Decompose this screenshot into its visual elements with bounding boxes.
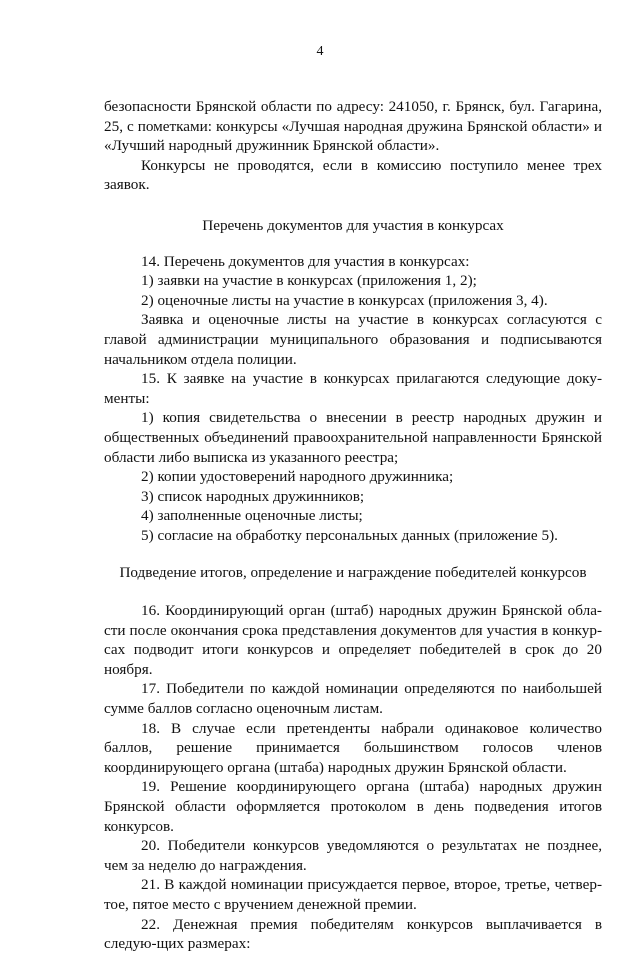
paragraph-15-item-1: 1) копия свидетельства о внесении в реестр народных дружин и общественных объединений правоохранительной направленности Брянской области либо выписка из указанного реестра; [104, 409, 602, 466]
paragraph-21: 21. В каждой номинации присуждается первое, второе, третье, четвер-тое, пятое место с вручением денежной премии. [104, 876, 602, 913]
page-number: 4 [316, 44, 324, 59]
paragraph-15-item-4: 4) заполненные оценочные листы; [141, 507, 363, 525]
paragraph-15-item-3: 3) список народных дружинников; [141, 487, 365, 505]
paragraph-15-item-2: 2) копии удостоверений народного дружинника; [141, 468, 454, 486]
paragraph-20: 20. Победители конкурсов уведомляются о результатах не позднее, чем за неделю до награждения. [104, 837, 602, 874]
paragraph-15-item-5: 5) согласие на обработку персональных данных (приложение 5). [141, 526, 558, 544]
paragraph-16: 16. Координирующий орган (штаб) народных дружин Брянской обла-сти после окончания срока представления документов для участия в конкур-сах подводит итоги конкурсов и определяет победителей в срок до 20 ноября. [104, 602, 602, 678]
paragraph-15: 15. К заявке на участие в конкурсах прилагаются следующие доку-менты: [104, 370, 602, 407]
section-heading-results: Подведение итогов, определение и награждение победителей конкурсов [119, 564, 587, 582]
paragraph-18: 18. В случае если претенденты набрали одинаковое количество баллов, решение принимается большинством голосов членов координирующего органа (штаба) народных дружин Брянской области. [104, 719, 602, 776]
paragraph-14-item-2: 2) оценочные листы на участие в конкурсах (приложения 3, 4). [141, 291, 548, 309]
paragraph-17: 17. Победители по каждой номинации определяются по наибольшей сумме баллов согласно оценочным листам. [104, 680, 602, 718]
paragraph-14-note: Заявка и оценочные листы на участие в конкурсах согласуются с главой администрации муниципального образования и подписываются начальником отдела полиции. [104, 311, 602, 368]
paragraph-14-item-1: 1) заявки на участие в конкурсах (приложения 1, 2); [141, 272, 477, 290]
section-heading-documents: Перечень документов для участия в конкурсах [202, 216, 504, 234]
paragraph-intro-2: Конкурсы не проводятся, если в комиссию поступило менее трех заявок. [104, 156, 602, 194]
paragraph-intro-1: безопасности Брянской области по адресу: 241050, г. Брянск, бул. Гагарина, 25, с пометками: конкурсы «Лучшая народная дружина Брянской области» и «Лучший народный дружинник Брянской области». [104, 98, 602, 155]
document-body [104, 97, 602, 954]
paragraph-19: 19. Решение координирующего органа (штаба) народных дружин Брянской области оформляется протоколом в день подведения итогов конкурсов. [104, 778, 602, 835]
paragraph-14: 14. Перечень документов для участия в конкурсах: [141, 252, 470, 270]
paragraph-22: 22. Денежная премия победителям конкурсов выплачивается в следую-щих размерах: [104, 915, 602, 953]
